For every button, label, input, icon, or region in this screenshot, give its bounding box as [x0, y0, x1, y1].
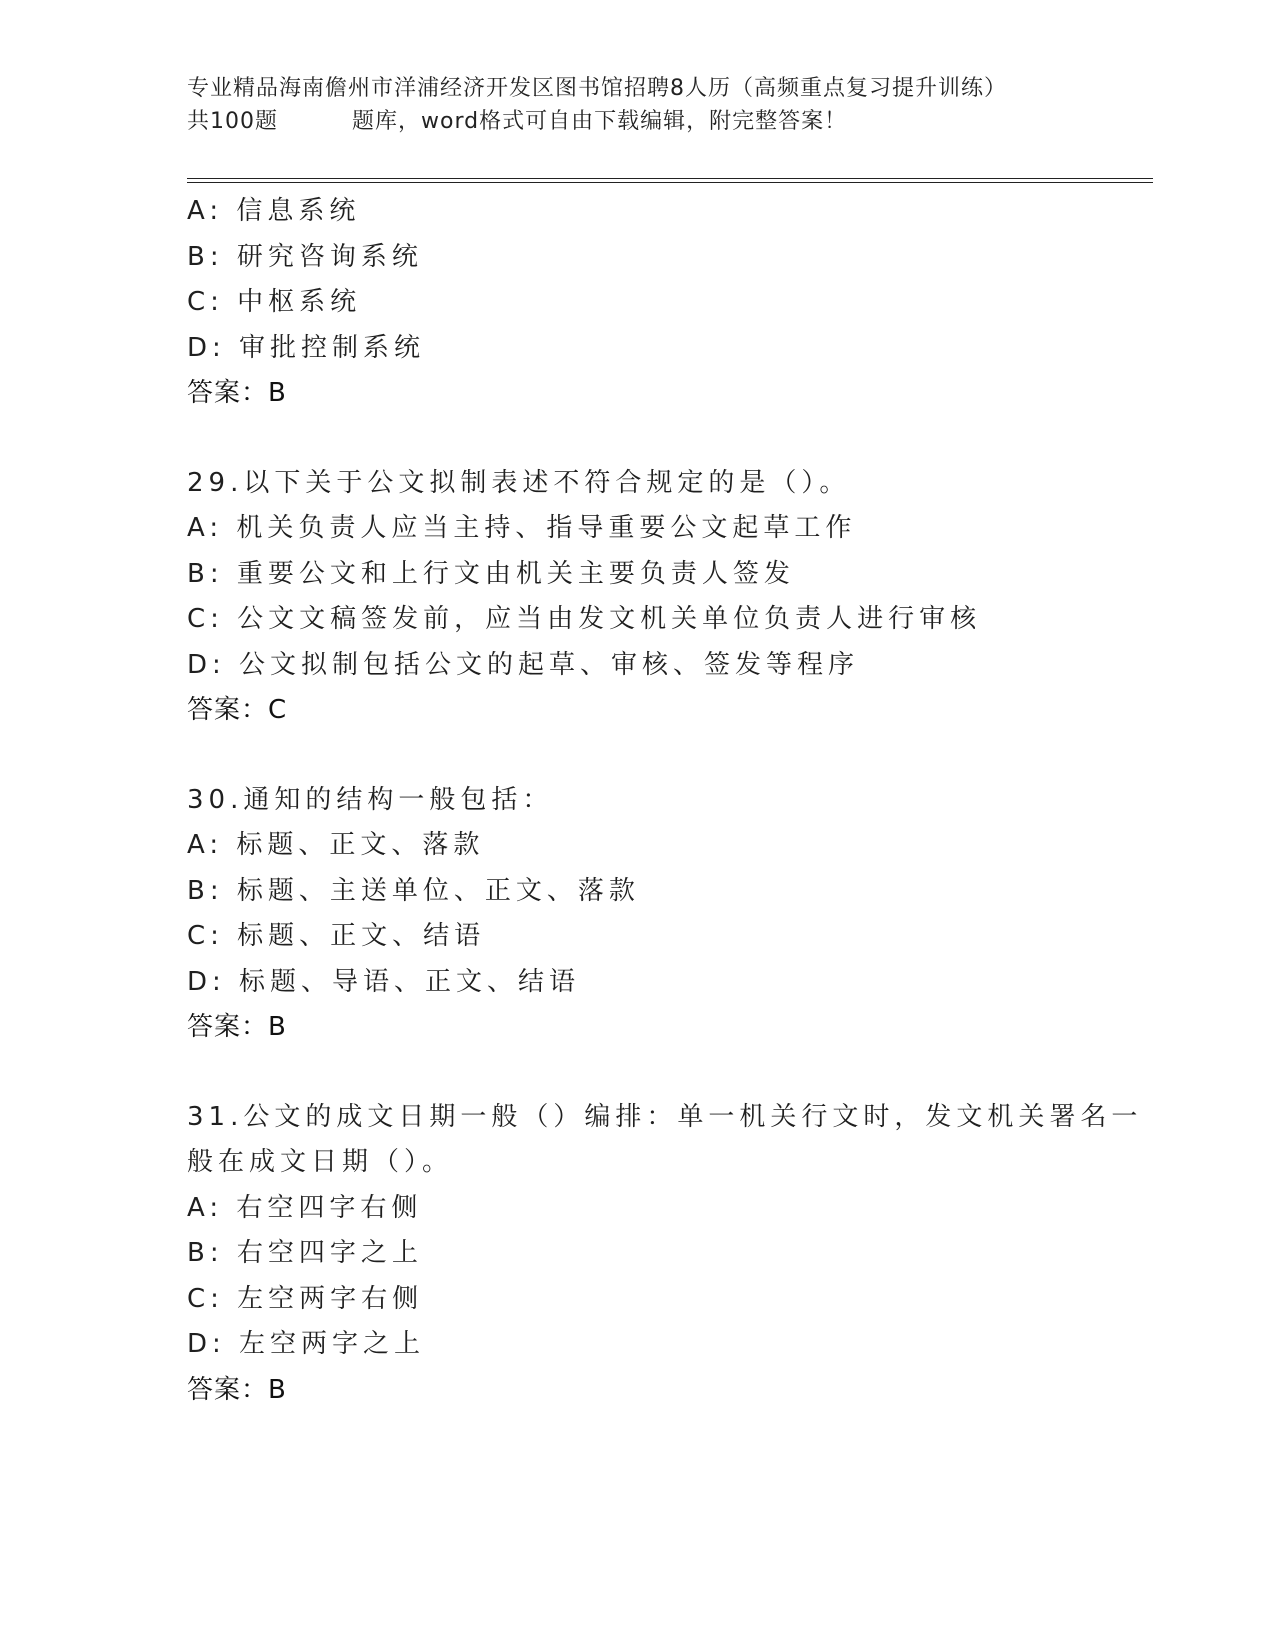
option-d: D: 左空两字之上 — [187, 1329, 426, 1359]
option-b: B: 研究咨询系统 — [187, 241, 423, 272]
option-d: D: 公文拟制包括公文的起草、审核、签发等程序 — [187, 649, 860, 680]
option-b: B: 重要公文和上行文由机关主要负责人签发 — [187, 558, 795, 589]
header-title-line2 — [187, 105, 1087, 138]
question-block-31 — [187, 1095, 1143, 1414]
header-rule-top — [187, 178, 1153, 179]
document-header — [187, 72, 1087, 138]
question-stem: 29.以下关于公文拟制表述不符合规定的是（）。 — [187, 467, 851, 498]
question-stem-line1: 31.公文的成文日期一般（）编排：单一机关行文时，发文机关署名一 — [187, 1101, 1143, 1132]
question-block-30 — [187, 778, 1087, 1051]
option-b: B: 右空四字之上 — [187, 1238, 423, 1268]
option-a: A: 信息系统 — [187, 196, 361, 226]
answer-line: 答案：B — [187, 1374, 287, 1405]
answer-line: 答案：C — [187, 695, 288, 725]
option-d: D: 审批控制系统 — [187, 332, 426, 363]
answer-line: 答案：B — [187, 1012, 287, 1042]
option-c: C: 中枢系统 — [187, 287, 362, 317]
question-stem: 30.通知的结构一般包括： — [187, 784, 554, 815]
option-a: A: 机关负责人应当主持、指导重要公文起草工作 — [187, 513, 857, 543]
question-block-29 — [187, 461, 1087, 734]
option-d: D: 标题、导语、正文、结语 — [187, 966, 581, 997]
header-description: 题库，word格式可自由下载编辑，附完整答案！ — [352, 109, 848, 134]
question-block-continued — [187, 189, 1087, 417]
option-c: C: 左空两字右侧 — [187, 1283, 424, 1314]
question-list — [187, 189, 1143, 1413]
question-stem-line2: 般在成文日期（）。 — [187, 1147, 454, 1177]
header-title-line1: 专业精品海南儋州市洋浦经济开发区图书馆招聘8人历（高频重点复习提升训练） — [187, 76, 1007, 101]
option-b: B: 标题、主送单位、正文、落款 — [187, 875, 640, 906]
option-c: C: 公文文稿签发前，应当由发文机关单位负责人进行审核 — [187, 604, 982, 634]
header-rule-bottom — [187, 182, 1153, 183]
option-a: A: 标题、正文、落款 — [187, 830, 485, 860]
header-question-count: 共100题 — [187, 109, 278, 134]
answer-line: 答案：B — [187, 378, 287, 408]
option-c: C: 标题、正文、结语 — [187, 921, 486, 951]
option-a: A: 右空四字右侧 — [187, 1192, 423, 1223]
